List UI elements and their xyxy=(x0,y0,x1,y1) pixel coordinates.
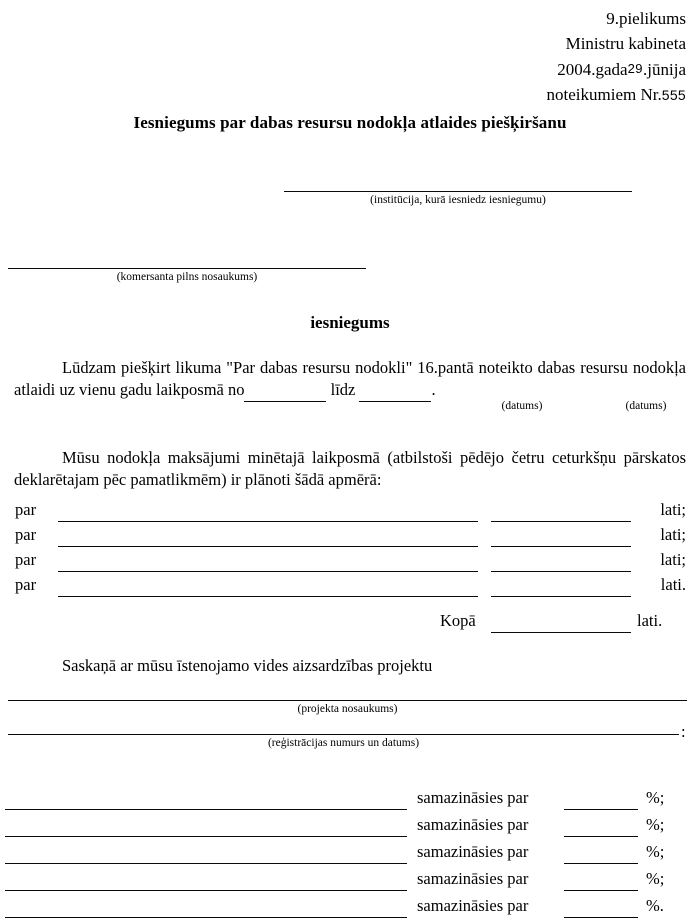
header-issuer-line: Ministru kabineta xyxy=(565,34,686,53)
paragraph-payments xyxy=(14,447,686,491)
paragraph-request-connector: līdz xyxy=(330,380,356,399)
paragraph-request-text: Lūdzam piešķirt likuma "Par dabas resursu nodokli" 16.pantā noteikto dabas resursu nodokļa atlaidi uz vienu gadu laikposmā no xyxy=(14,358,686,399)
paragraph-project-text: Saskaņā ar mūsu īstenojamo vides aizsardzības projektu xyxy=(62,656,433,675)
total-row-label: Kopā xyxy=(440,611,476,630)
date-from-caption: (datums) xyxy=(501,400,543,412)
amount-row-value-blank[interactable] xyxy=(491,571,631,572)
header-date-day: 29 xyxy=(627,61,644,76)
percent-row-unit: %; xyxy=(646,869,665,888)
amount-row-label: par xyxy=(15,575,37,594)
amount-row-description-blank[interactable] xyxy=(58,596,478,597)
document-title: Iesniegums par dabas resursu nodokļa atlaides piešķiršanu xyxy=(133,113,567,132)
registration-blank[interactable] xyxy=(8,734,679,735)
amount-row-label: par xyxy=(15,500,37,519)
percent-row-description-blank[interactable] xyxy=(5,863,407,864)
amount-row-unit: lati; xyxy=(660,525,686,544)
project-name-blank[interactable] xyxy=(8,700,687,701)
amount-row-value-blank[interactable] xyxy=(491,521,631,522)
institution-caption: (institūcija, kurā iesniedz iesniegumu) xyxy=(370,194,546,206)
percent-row-unit: %. xyxy=(646,896,664,915)
total-row-value-blank[interactable] xyxy=(491,632,631,633)
registration-colon: : xyxy=(681,722,686,741)
percent-row-description-blank[interactable] xyxy=(5,809,407,810)
paragraph-project xyxy=(14,655,686,677)
percent-row-label: samazināsies par xyxy=(417,842,529,861)
project-name-caption: (projekta nosaukums) xyxy=(297,703,398,715)
amount-row-value-blank[interactable] xyxy=(491,596,631,597)
period-to-blank[interactable] xyxy=(359,379,431,402)
percent-row-value-blank[interactable] xyxy=(564,890,638,891)
paragraph-payments-text: Mūsu nodokļa maksājumi minētajā laikposmā (atbilstoši pēdējo četru ceturkšņu pārskatos deklarētajam pēc pamatlikmēm) ir plānoti šādā apmērā: xyxy=(14,448,686,489)
amount-row-unit: lati; xyxy=(660,500,686,519)
percent-row-label: samazināsies par xyxy=(417,869,529,888)
header-date-month: .jūnija xyxy=(643,60,686,79)
percent-row-label: samazināsies par xyxy=(417,788,529,807)
amount-row-value-blank[interactable] xyxy=(491,546,631,547)
percent-row-value-blank[interactable] xyxy=(564,809,638,810)
percent-row-unit: %; xyxy=(646,815,665,834)
amount-row-description-blank[interactable] xyxy=(58,521,478,522)
header-date-line xyxy=(547,56,686,82)
header-regulation-line xyxy=(547,82,686,108)
percent-row-description-blank[interactable] xyxy=(5,836,407,837)
header-regulation-number: 555 xyxy=(661,87,686,103)
percent-row-label: samazināsies par xyxy=(417,815,529,834)
section-heading: iesniegums xyxy=(310,313,390,332)
header-regulation-prefix: noteikumiem Nr. xyxy=(546,85,662,104)
header-date-prefix: 2004.gada xyxy=(557,60,628,79)
header-annex-line: 9.pielikums xyxy=(606,9,686,28)
percent-row-description-blank[interactable] xyxy=(5,917,407,918)
amount-row-label: par xyxy=(15,550,37,569)
merchant-caption: (komersanta pilns nosaukums) xyxy=(116,271,258,283)
amount-row-unit: lati; xyxy=(660,550,686,569)
paragraph-request xyxy=(14,357,686,402)
amount-row-description-blank[interactable] xyxy=(58,546,478,547)
institution-blank-rule[interactable] xyxy=(284,191,632,192)
amount-row-unit: lati. xyxy=(660,575,686,594)
amount-row-description-blank[interactable] xyxy=(58,571,478,572)
percent-row-label: samazināsies par xyxy=(417,896,529,915)
period-from-blank[interactable] xyxy=(244,379,326,402)
percent-row-value-blank[interactable] xyxy=(564,917,638,918)
percent-row-value-blank[interactable] xyxy=(564,863,638,864)
total-row-unit: lati. xyxy=(637,611,663,630)
registration-caption: (reģistrācijas numurs un datums) xyxy=(267,737,420,749)
percent-row-description-blank[interactable] xyxy=(5,890,407,891)
date-to-caption: (datums) xyxy=(625,400,667,412)
percent-row-unit: %; xyxy=(646,788,665,807)
amount-row-label: par xyxy=(15,525,37,544)
percent-row-unit: %; xyxy=(646,842,665,861)
merchant-blank-rule[interactable] xyxy=(8,268,366,269)
percent-row-value-blank[interactable] xyxy=(564,836,638,837)
paragraph-request-terminator: . xyxy=(431,380,436,399)
document-header-block xyxy=(547,6,686,108)
